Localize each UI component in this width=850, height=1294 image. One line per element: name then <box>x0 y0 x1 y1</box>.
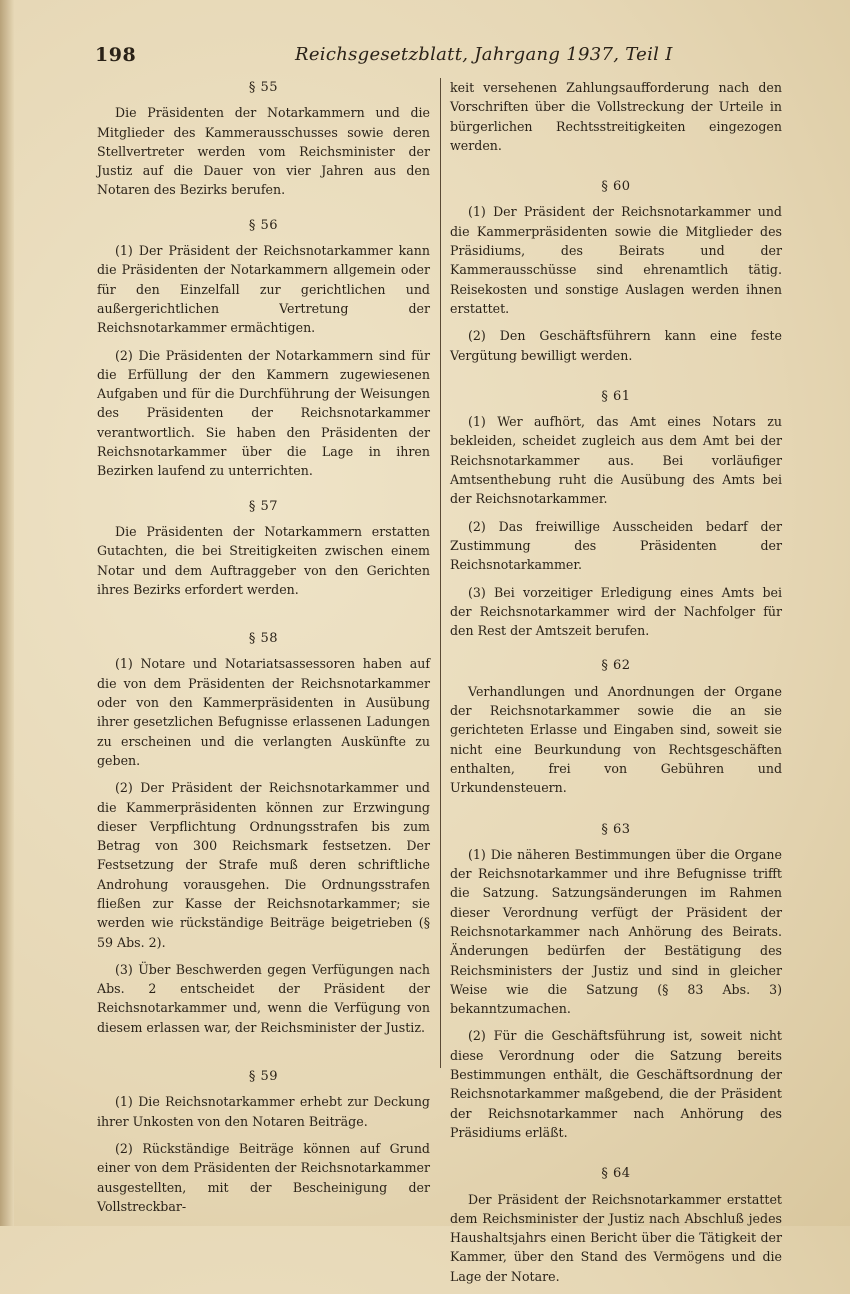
paragraph: (1) Notare und Notariatsassessoren haben auf die von dem Präsidenten der Reichsnotarkammer oder von den Kammerpräsidenten in Ausübung ihrer gesetzlichen Befugnisse erlassenen Ladungen zu erscheinen und die verlangten Auskünfte zu geben. <box>97 656 430 768</box>
page-header <box>95 44 785 74</box>
section-59 <box>97 1067 430 1216</box>
section-heading: § 64 <box>601 1166 631 1182</box>
section-58 <box>97 629 430 1037</box>
paragraph: (2) Das freiwillige Ausscheiden bedarf der Zustimmung des Präsidenten der Reichsnotarkammer. <box>450 518 782 573</box>
left-column <box>97 78 430 1224</box>
running-title: Reichsgesetzblatt, Jahrgang 1937, Teil I <box>295 44 673 65</box>
paragraph: (1) Wer aufhört, das Amt eines Notars zu bekleiden, scheidet zugleich aus dem Amt bei der Reichsnotarkammer aus. Bei vorläufiger Amtsenthebung ruht die Ausübung des Amts bei der Reichsnotarkammer. <box>450 414 782 507</box>
paragraph: (1) Der Präsident der Reichsnotarkammer und die Kammerpräsidenten sowie die Mitglieder des Präsidiums, des Beirats und der Kammerausschüsse sind ehrenamtlich tätig. Reisekosten und sonstige Auslagen werden ihnen erstattet. <box>450 204 782 316</box>
section-heading: § 58 <box>248 631 279 647</box>
section-heading: § 57 <box>248 498 279 514</box>
paragraph: (3) Über Beschwerden gegen Verfügungen nach Abs. 2 entscheidet der Präsident der Reichsnotarkammer und, wenn die Verfügung von diesem erlassen war, der Reichsminister der Justiz. <box>97 961 430 1035</box>
paragraph: Die Präsidenten der Notarkammern erstatten Gutachten, die bei Streitigkeiten zwischen einem Notar und dem Auftraggeber von den Gerichten ihres Bezirks erfordert werden. <box>97 523 430 597</box>
paragraph: (2) Rückständige Beiträge können auf Grund einer von dem Präsidenten der Reichsnotarkammer ausgestellten, mit der Bescheinigung der Vollstreckbar- <box>97 1140 430 1214</box>
section-60 <box>450 177 782 365</box>
column-divider <box>440 78 441 1068</box>
section-heading: § 59 <box>248 1069 279 1085</box>
section-heading: § 61 <box>601 388 631 404</box>
paragraph: (2) Die Präsidenten der Notarkammern sind für die Erfüllung der den Kammern zugewiesenen Aufgaben und für die Durchführung der Weisungen des Präsidenten der Reichsnotarkammer verantwortlich. Sie haben den Präsidenten der Reichsnotarkammer über die Lage in ihren Bezirken laufend zu unterrichten. <box>97 347 430 479</box>
section-heading: § 60 <box>601 179 631 195</box>
paragraph: (2) Der Präsident der Reichsnotarkammer und die Kammerpräsidenten können zur Erzwingung dieser Verpflichtung Ordnungsstrafen bis zum Betrag von 300 Reichsmark festsetzen. Der Festsetzung der Strafe muß deren schriftliche Androhung vorausgehen. Die Ordnungsstrafen fließen zur Kasse der Reichsnotarkammer; sie werden wie rückständige Beiträge beigetrieben (§ 59 Abs. 2). <box>97 780 430 950</box>
page-number: 198 <box>95 44 137 66</box>
section-heading: § 63 <box>601 821 631 837</box>
page-edge-shadow <box>0 0 14 1226</box>
section-heading: § 55 <box>248 80 279 95</box>
paragraph-continued: keit versehenen Zahlungsaufforderung nach den Vorschriften über die Vollstreckung der Urteile in bürgerlichen Rechtsstreitigkeiten eingezogen werden. <box>450 80 782 153</box>
section-64 <box>450 1164 782 1286</box>
section-56 <box>97 216 430 481</box>
paragraph: (1) Die Reichsnotarkammer erhebt zur Deckung ihrer Unkosten von den Notaren Beiträge. <box>97 1094 430 1129</box>
paragraph: Verhandlungen und Anordnungen der Organe der Reichsnotarkammer sowie die an sie gerichteten Erlasse und Eingaben sind, soweit sie nicht eine Beurkundung von Rechtsgeschäften enthalten, frei von Gebühren und Urkundensteuern. <box>450 683 782 796</box>
section-62 <box>450 656 782 797</box>
paragraph: (2) Den Geschäftsführern kann eine feste Vergütung bewilligt werden. <box>450 328 782 363</box>
section-55 <box>97 78 430 200</box>
paragraph: (1) Die näheren Bestimmungen über die Organe der Reichsnotarkammer und ihre Befugnisse trifft die Satzung. Satzungsänderungen im Rahmen dieser Verordnung verfügt der Präsident der Reichsnotarkammer nach Anhörung des Beirats. Änderungen bedürfen der Bestätigung des Reichsministers der Justiz und sind in gleicher Weise wie die Satzung (§ 83 Abs. 3) bekanntzumachen. <box>450 846 782 1017</box>
section-heading: § 62 <box>601 658 631 674</box>
paragraph: (2) Für die Geschäftsführung ist, soweit nicht diese Verordnung oder die Satzung bereits Bestimmungen enthält, die Geschäftsordnung der Reichsnotarkammer maßgebend, die der Präsident der Reichsnotarkammer nach Anhörung des Präsidiums erläßt. <box>450 1028 782 1140</box>
section-61 <box>450 387 782 641</box>
section-heading: § 56 <box>248 217 279 233</box>
section-63 <box>450 820 782 1143</box>
paragraph: Der Präsident der Reichsnotarkammer erstattet dem Reichsminister der Justiz nach Abschluß jedes Haushaltsjahrs einen Bericht über die Tätigkeit der Kammer, über den Stand des Vermögens und die Lage der Notare. <box>450 1191 782 1284</box>
paragraph: (3) Bei vorzeitiger Erledigung eines Amts bei der Reichsnotarkammer wird der Nachfolger für den Rest der Amtszeit berufen. <box>450 584 782 639</box>
right-column <box>450 78 782 1294</box>
section-57 <box>97 497 430 599</box>
paragraph: Die Präsidenten der Notarkammern und die Mitglieder des Kammerausschusses sowie deren Stellvertreter werden vom Reichsminister der Justiz auf die Dauer von vier Jahren aus den Notaren des Bezirks berufen. <box>97 105 430 198</box>
paragraph: (1) Der Präsident der Reichsnotarkammer kann die Präsidenten der Notarkammern allgemein oder für den Einzelfall zur gerichtlichen und außergerichtlichen Vertretung der Reichsnotarkammer ermächtigen. <box>97 243 430 336</box>
